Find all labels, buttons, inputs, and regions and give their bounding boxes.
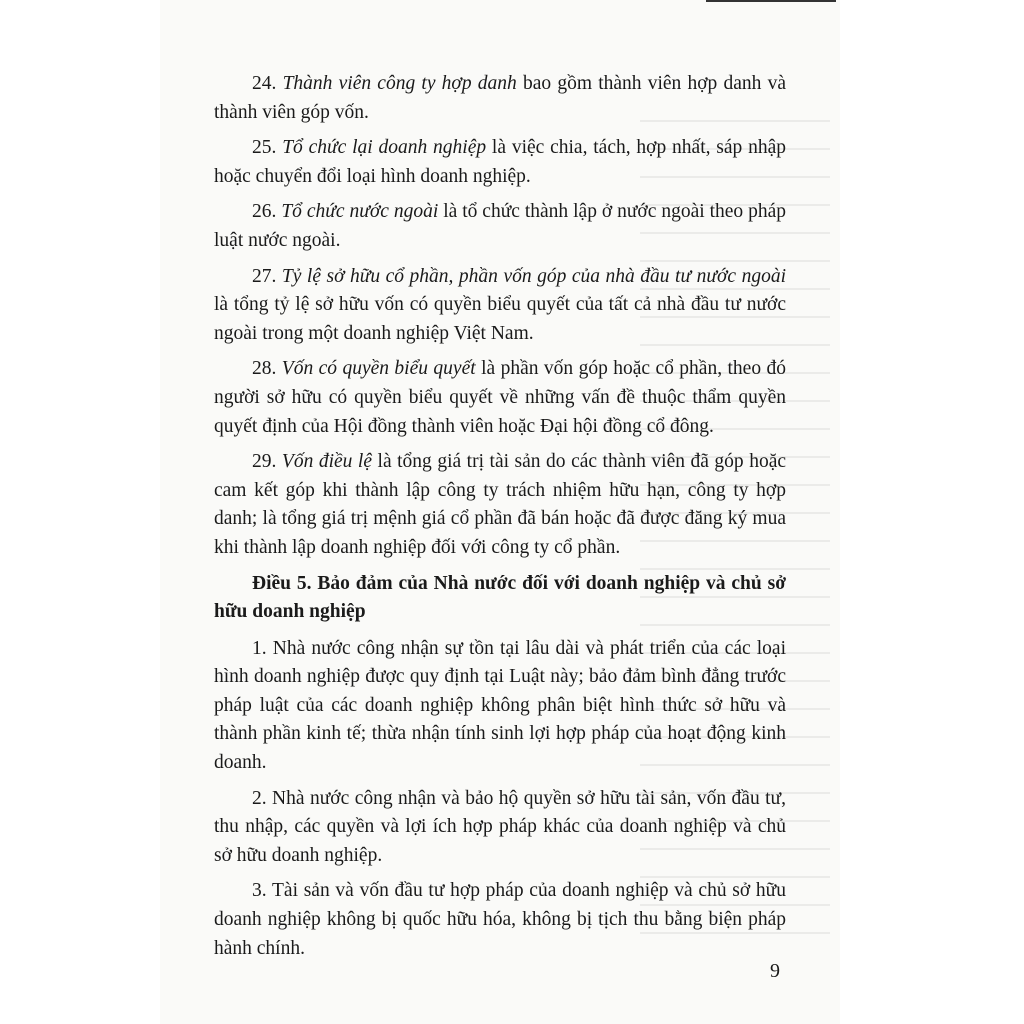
clause-2: 2. Nhà nước công nhận và bảo hộ quyền sở hữu tài sản, vốn đầu tư, thu nhập, các quyền và lợi ích hợp pháp khác của doanh nghiệp và chủ sở hữu doanh nghiệp. [214,787,786,866]
definition-text: là tổng tỷ lệ sở hữu vốn có quyền biểu quyết của tất cả nhà đầu tư nước ngoài trong một doanh nghiệp Việt Nam. [214,294,786,344]
defined-term: Tổ chức nước ngoài [281,201,439,223]
defined-term: Vốn có quyền biểu quyết [281,358,476,380]
item-number: 26. [252,201,277,223]
definition-26 [214,198,786,255]
defined-term: Thành viên công ty hợp danh [282,73,517,94]
page-edge-line [706,0,836,2]
definition-text: bao gồm thành viên hợp danh và thành viên góp vốn. [214,73,787,123]
definition-text: là phần vốn góp hoặc cổ phần, theo đó người sở hữu có quyền biểu quyết về những vấn đề thuộc thẩm quyền quyết định của Hội đồng thành viên hoặc Đại hội đồng cổ đông. [214,358,787,437]
article-heading: Điều 5. Bảo đảm của Nhà nước đối với doanh nghiệp và chủ sở hữu doanh nghiệp [214,572,786,623]
item-number: 24. [252,73,277,94]
item-number: 25. [252,137,277,159]
definition-24 [214,70,786,127]
defined-term: Tổ chức lại doanh nghiệp [282,137,487,159]
defined-term: Vốn điều lệ [281,451,373,473]
definition-text: là tổ chức thành lập ở nước ngoài theo pháp luật nước ngoài. [214,201,786,251]
page-text [214,70,786,970]
clause-3: 3. Tài sản và vốn đầu tư hợp pháp của doanh nghiệp và chủ sở hữu doanh nghiệp không bị quốc hữu hóa, không bị tịch thu bằng biện pháp hành chính. [214,880,786,959]
item-number: 27. [252,265,277,287]
item-number: 29. [252,451,277,473]
definition-25 [214,134,786,191]
definition-28 [214,355,786,441]
item-number: 28. [252,358,277,380]
clause-1: 1. Nhà nước công nhận sự tồn tại lâu dài và phát triển của các loại hình doanh nghiệp được quy định tại Luật này; bảo đảm bình đẳng trước pháp luật của các doanh nghiệp không phân biệt hình thức sở hữu và thành phần kinh tế; thừa nhận tính sinh lợi hợp pháp của hoạt động kinh doanh. [214,637,786,774]
definition-27 [214,263,786,349]
definition-text: là tổng giá trị tài sản do các thành viên đã góp hoặc cam kết góp khi thành lập công ty trách nhiệm hữu hạn, công ty hợp danh; là tổng giá trị mệnh giá cổ phần đã bán hoặc đã được đăng ký mua khi thành lập doanh nghiệp đối với công ty cổ phần. [214,451,787,558]
defined-term: Tỷ lệ sở hữu cổ phần, phần vốn góp của nhà đầu tư nước ngoài [281,265,786,287]
definition-text: là việc chia, tách, hợp nhất, sáp nhập hoặc chuyển đổi loại hình doanh nghiệp. [214,137,787,187]
page-number: 9 [770,960,780,982]
definition-29 [214,448,786,562]
